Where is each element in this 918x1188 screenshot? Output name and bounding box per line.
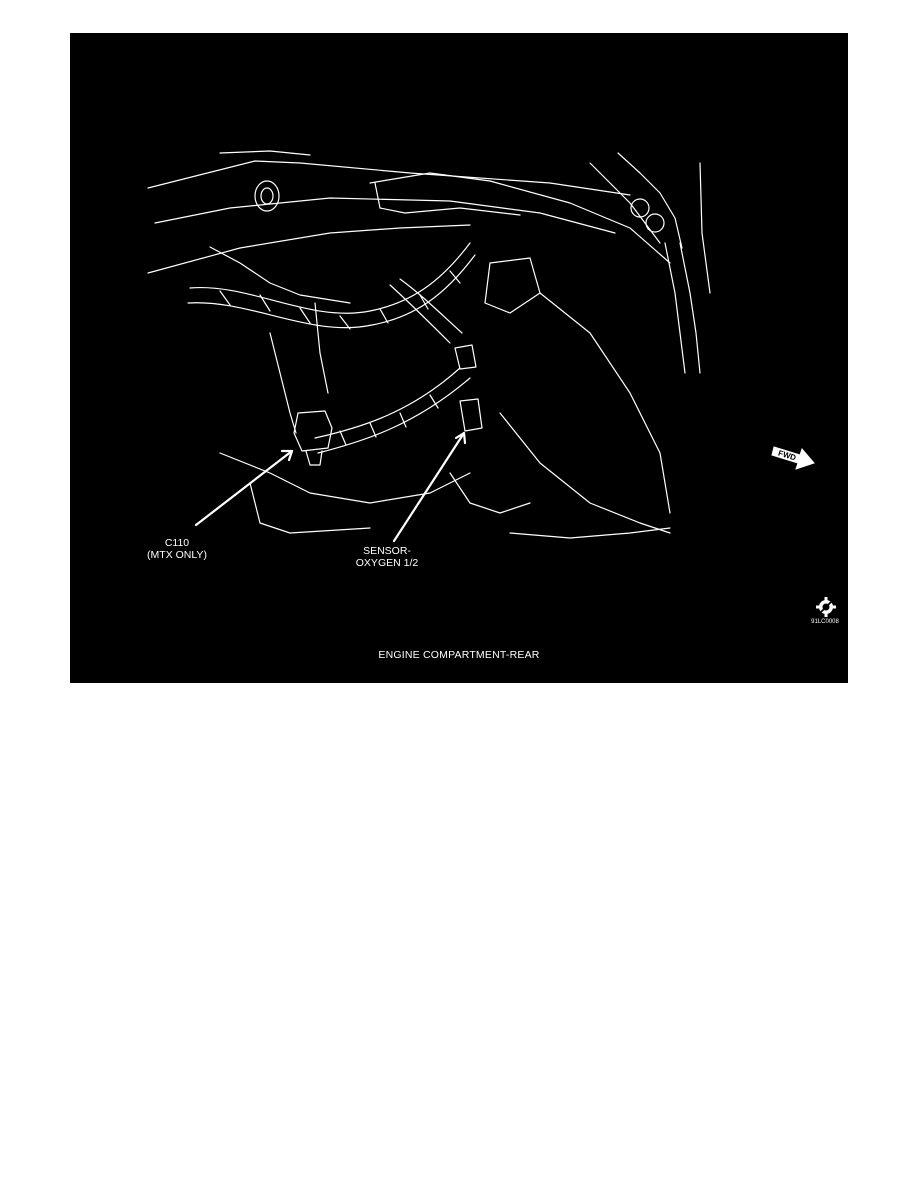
callout-oxygen-sensor (328, 545, 446, 569)
engine-compartment-drawing (70, 33, 848, 683)
forward-arrow-icon (770, 441, 820, 473)
service-gear-icon (816, 597, 836, 617)
callout-oxygen-sensor-line1: SENSOR- (363, 545, 411, 557)
callout-oxygen-sensor-line2: OXYGEN 1/2 (355, 557, 419, 569)
callout-c110 (122, 537, 232, 561)
callout-c110-line2: (MTX ONLY) (147, 549, 207, 561)
figure-id: 91LC0008 (811, 619, 839, 625)
diagram-figure (70, 33, 848, 683)
forward-label: FWD (777, 448, 798, 463)
callout-c110-line1: C110 (164, 537, 190, 549)
figure-caption: ENGINE COMPARTMENT-REAR (378, 649, 540, 661)
